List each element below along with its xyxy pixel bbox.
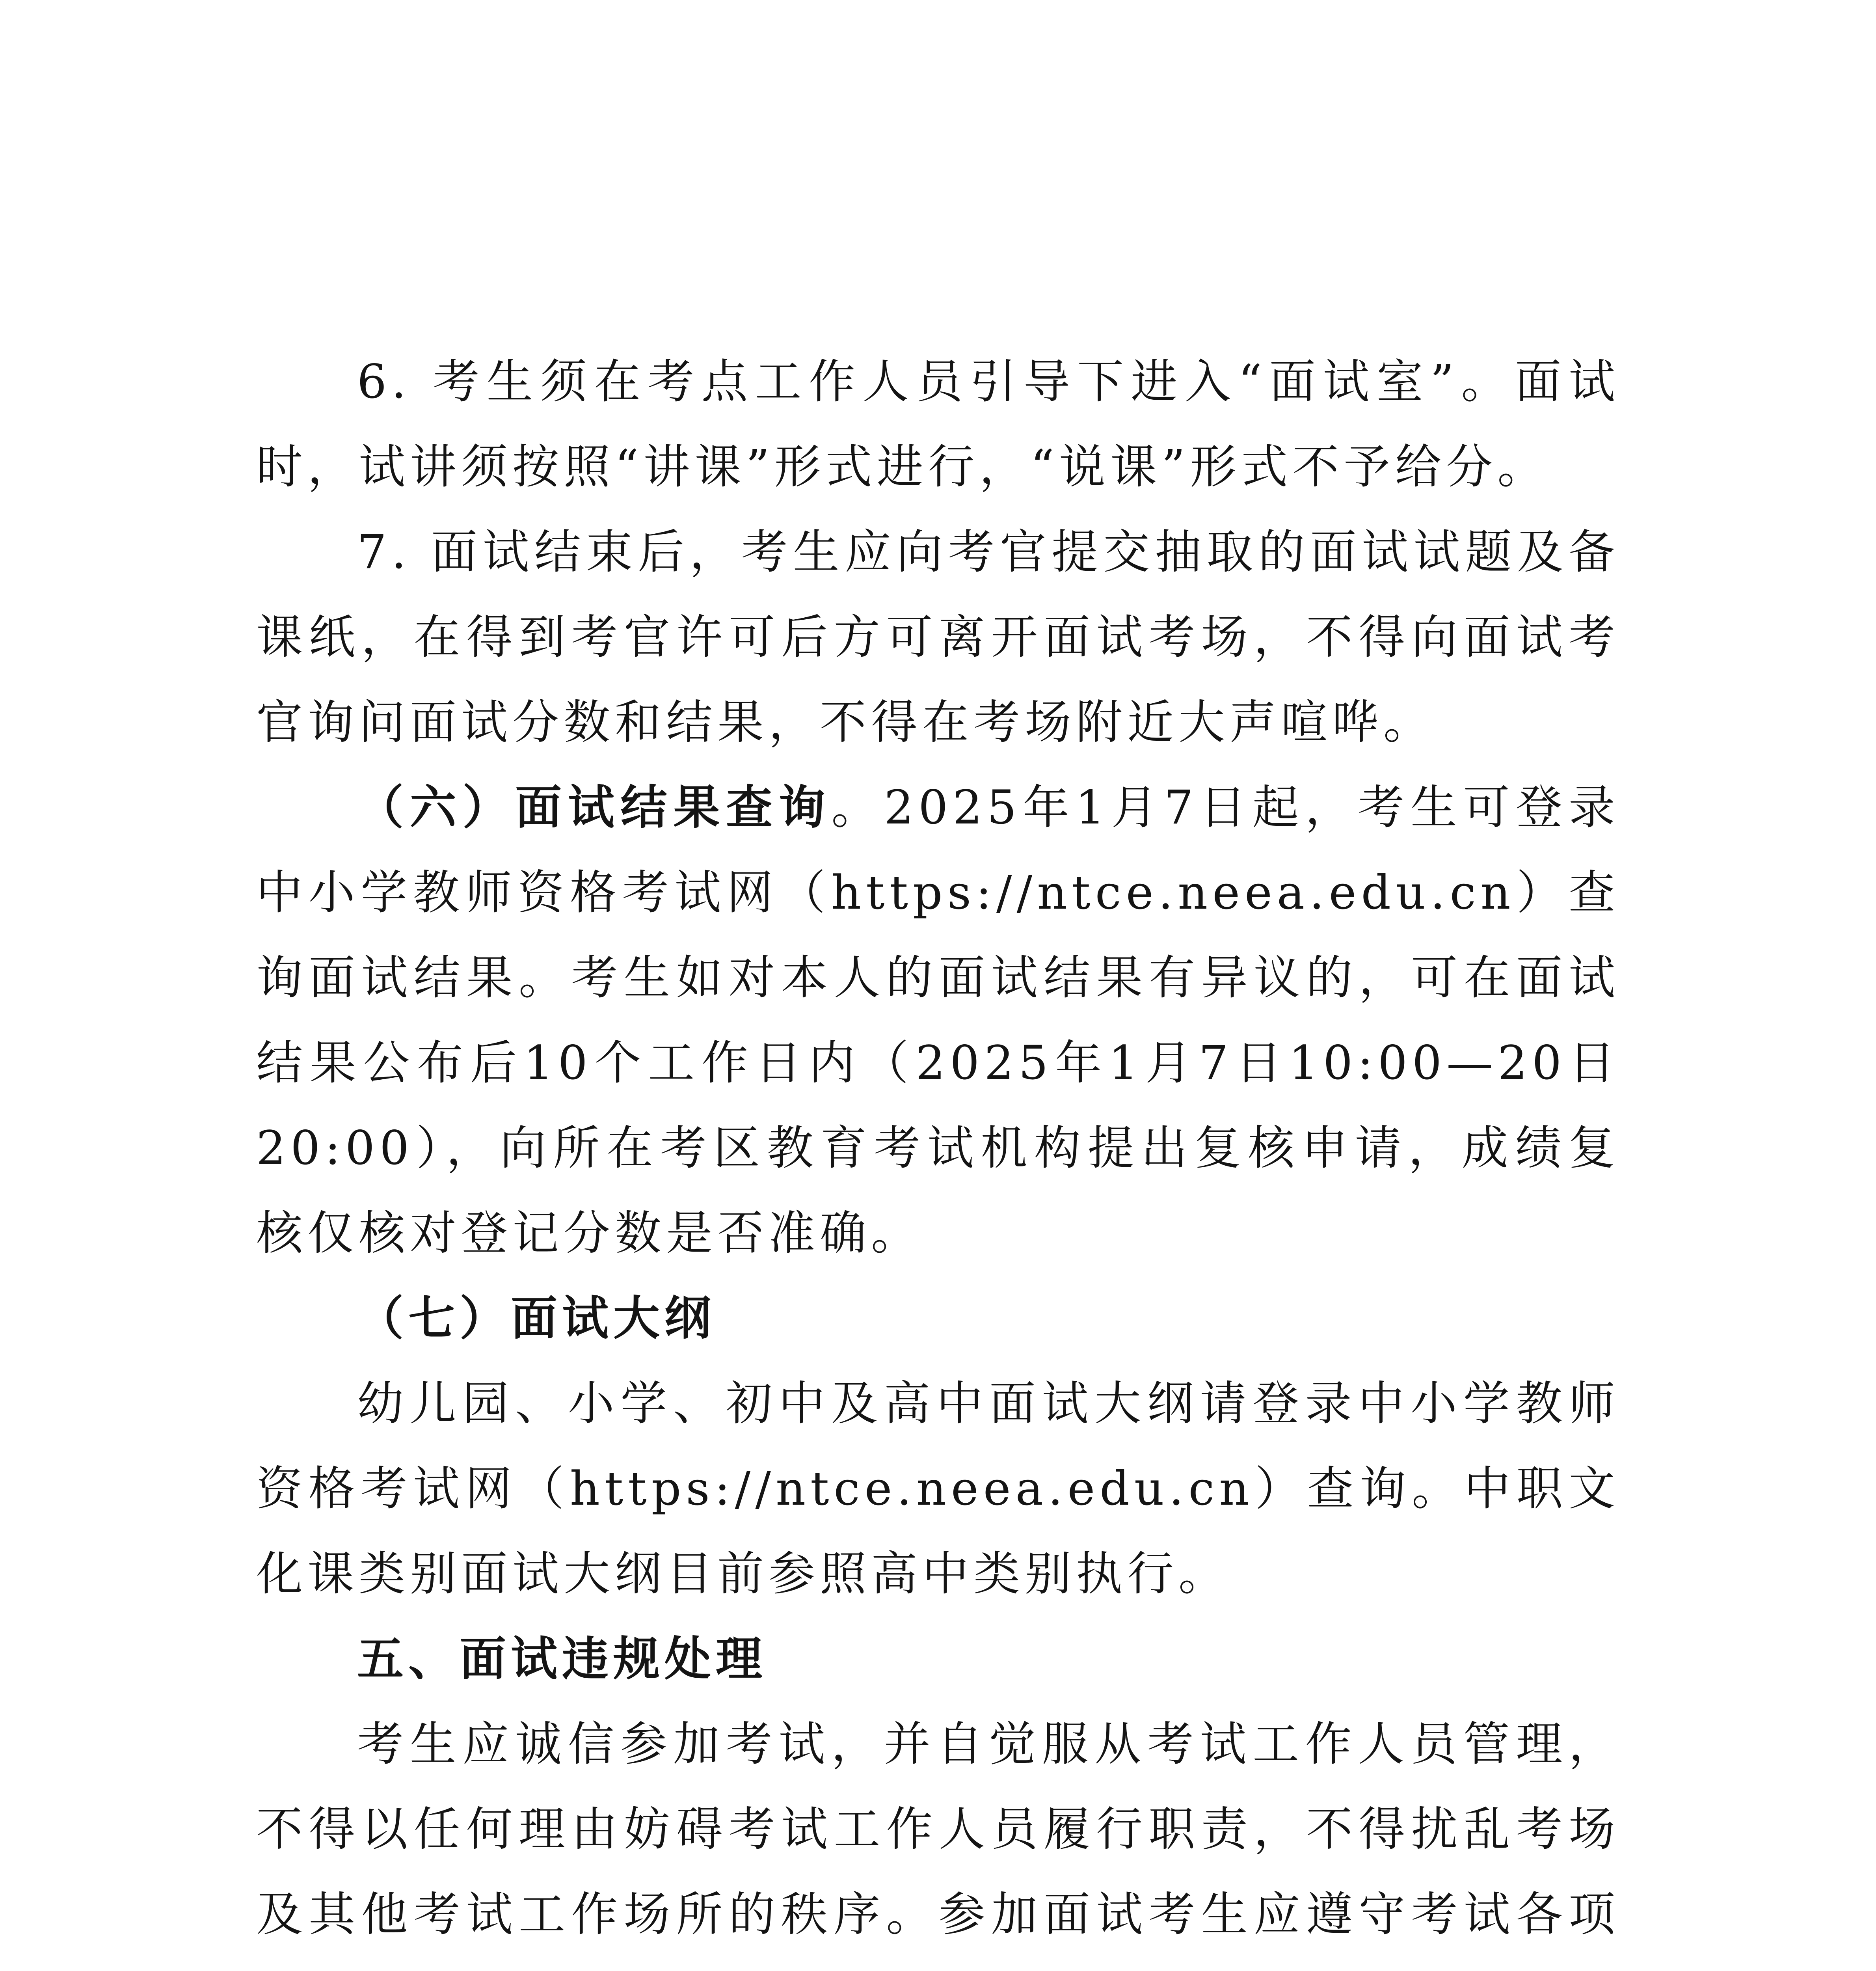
section-6-title: （六）面试结果查询 (357, 780, 832, 835)
paragraph-chapter-5-body: 考生应诚信参加考试，并自觉服从考试工作人员管理，不得以任何理由妨碍考试工作人员履行职责，不得扰乱考场及其他考试工作场所的秩序。参加面试考生应遵守考试各项 (256, 1717, 1620, 1941)
document-body (256, 339, 1620, 1971)
paragraph-item-6: 6. 考生须在考点工作人员引导下进入“面试室”。面试时，试讲须按照“讲课”形式进行，“说课”形式不予给分。 (256, 354, 1620, 494)
paragraph-item-7: 7. 面试结束后，考生应向考官提交抽取的面试试题及备课纸，在得到考官许可后方可离开面试考场，不得向面试考官询问面试分数和结果，不得在考场附近大声喧哗。 (256, 525, 1620, 749)
paragraph-section-7-heading (256, 1276, 1620, 1361)
section-7-title: （七）面试大纲 (357, 1291, 716, 1345)
paragraph-section-7-body: 幼儿园、小学、初中及高中面试大纲请登录中小学教师资格考试网（https://ntce.neea.edu.cn）查询。中职文化课类别面试大纲目前参照高中类别执行。 (256, 1376, 1620, 1601)
section-6-text: 。2025年1月7日起，考生可登录中小学教师资格考试网（https://ntce.neea.edu.cn）查询面试结果。考生如对本人的面试结果有异议的，可在面试结果公布后10个工作日内（2025年1月7日10:00—20日20:00），向所在考区教育考试机构提出复核申请，成绩复核仅核对登记分数是否准确。 (256, 780, 1620, 1260)
chapter-5-heading: 五、面试违规处理 (357, 1632, 767, 1686)
paragraph-section-6 (256, 765, 1620, 1276)
